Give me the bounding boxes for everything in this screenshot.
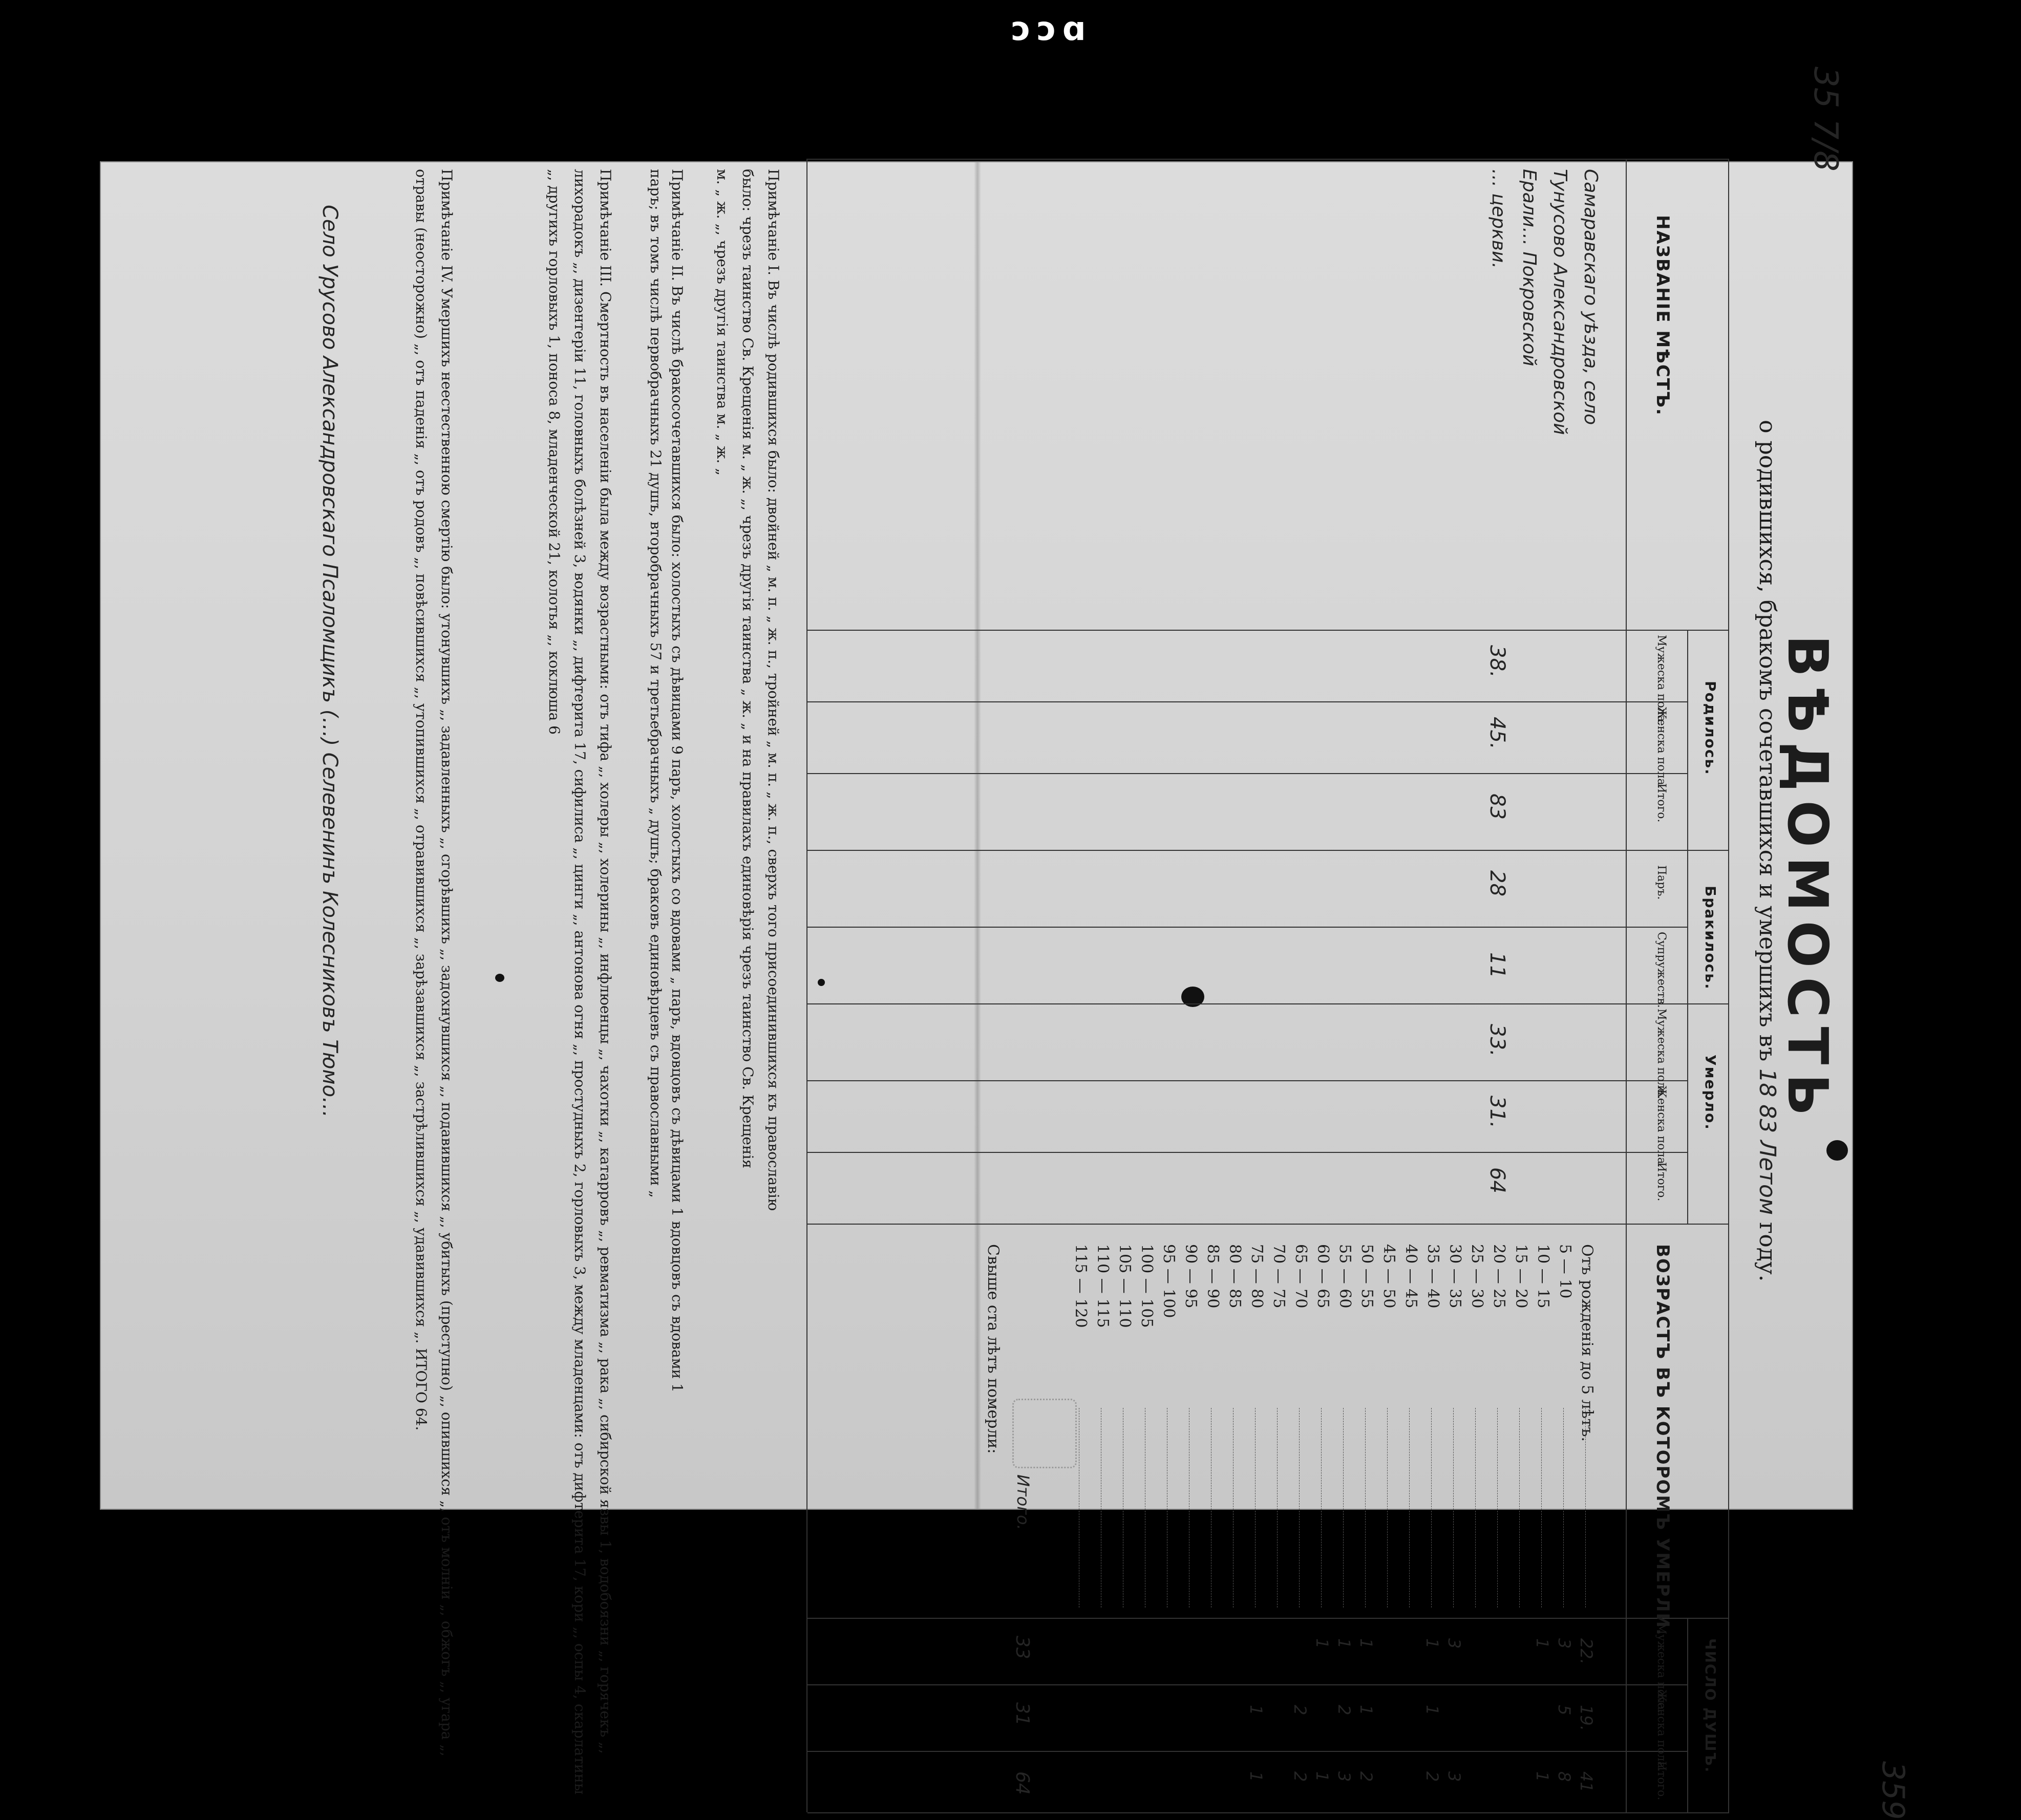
- header-pairs: Паръ.: [1655, 865, 1668, 900]
- age-row-t: 1: [1312, 1771, 1332, 1782]
- over-hundred: Свыше ста лѣтъ померли:: [984, 1244, 1002, 1454]
- frame-number: ɔɔɑ: [1011, 10, 1092, 48]
- age-row-range: 105 — 110: [1116, 1244, 1134, 1328]
- col-sep: [807, 773, 1688, 774]
- age-row-range: 30 — 35: [1446, 1244, 1464, 1309]
- age-row-f: 2: [1290, 1705, 1310, 1716]
- age-row-m: 1: [1533, 1638, 1552, 1649]
- born-male: 38.: [1485, 645, 1509, 678]
- table-right: [807, 1812, 1729, 1813]
- header-total: Итого.: [1655, 783, 1668, 823]
- header-divider: [1626, 159, 1627, 1812]
- header-age: ВОЗРАСТЪ ВЪ КОТОРОМЪ УМЕРЛИ.: [1652, 1244, 1673, 1636]
- col-sep: [807, 1080, 1688, 1081]
- rotated-form: [254, 0, 2021, 1820]
- age-row-m: 22.: [1577, 1638, 1596, 1664]
- age-row-f: 19.: [1577, 1705, 1596, 1731]
- table-top: [1728, 159, 1729, 1812]
- place-line: Тунусово Александровской: [1549, 169, 1570, 435]
- age-row-t: 41: [1577, 1771, 1596, 1792]
- note-1-line-1: [765, 169, 782, 1211]
- age-row-range: 25 — 30: [1468, 1244, 1486, 1309]
- age-row-leader: [1563, 1408, 1564, 1608]
- age-row-t: 3: [1444, 1771, 1464, 1782]
- spouses-count: 11: [1485, 952, 1509, 978]
- age-row-leader: [1409, 1408, 1410, 1608]
- age-row-t: 1: [1246, 1771, 1266, 1782]
- place-line: Самаравскаго уѣзда, село: [1580, 169, 1601, 425]
- age-row-leader: [1343, 1408, 1344, 1608]
- header-souls-male: Мужеска пола.: [1655, 1623, 1668, 1714]
- age-total-total: 64: [1012, 1771, 1033, 1795]
- age-row-range: 90 — 95: [1182, 1244, 1200, 1309]
- age-row-range: 110 — 115: [1094, 1244, 1112, 1328]
- header-died-female: Женска пола.: [1655, 1085, 1668, 1168]
- age-row-range: 60 — 65: [1314, 1244, 1332, 1309]
- col-sep: [807, 1152, 1688, 1153]
- age-row-t: 8: [1555, 1771, 1574, 1782]
- age-row-f: 1: [1356, 1705, 1376, 1716]
- header-married: Бракилось.: [1702, 886, 1719, 990]
- subheader-line: [1687, 630, 1688, 1224]
- age-row-leader: [1475, 1408, 1476, 1608]
- subtitle-prefix: о родившихся, бракомъ сочетавшихся и умершихъ въ: [1754, 420, 1780, 1062]
- note-text: Примѣчаніе I. Въ числѣ родившихся было: двойней „ м. п. „ ж. п., тройней „ м. п. „ ж. п., сверхъ того присоединившихся къ православію: [765, 169, 782, 1211]
- age-row-m: 1: [1422, 1638, 1442, 1649]
- age-row-f: 1: [1422, 1705, 1442, 1716]
- signature: Село Урусово Александровскаго Псаломщикъ (…) Селевенинъ Колесниковъ Тюмо…: [318, 205, 342, 1118]
- age-row-range: 40 — 45: [1402, 1244, 1420, 1309]
- age-row-m: 3: [1444, 1638, 1464, 1649]
- table-left: [807, 159, 1729, 160]
- col-sep: [807, 850, 1729, 851]
- col-sep: [807, 1224, 1729, 1225]
- age-row-leader: [1365, 1408, 1366, 1608]
- died-male: 33.: [1485, 1024, 1509, 1057]
- col-sep: [807, 1618, 1729, 1619]
- header-died: Умерло.: [1702, 1055, 1719, 1130]
- age-row-range: 35 — 40: [1424, 1244, 1442, 1309]
- header-born: Родилось.: [1702, 681, 1719, 776]
- archive-stamp: [1012, 1399, 1077, 1468]
- age-total-male: 33: [1012, 1636, 1033, 1659]
- age-row-t: 3: [1334, 1771, 1354, 1782]
- note-2: Примѣчаніе II. Въ числѣ бракосочетавшихся было: холостыхъ съ дѣвицами 9 паръ, холостыхъ со вдовами „ паръ, вдовцовъ съ дѣвицами 1 вдовцовъ съ вдовами 1: [669, 169, 686, 1393]
- subtitle-year-prefix: 18: [1754, 1068, 1780, 1105]
- pairs-count: 28: [1485, 870, 1509, 896]
- age-row-leader: [1277, 1408, 1278, 1608]
- header-souls-female: Женска пола.: [1655, 1689, 1668, 1772]
- age-row-range: 65 — 70: [1292, 1244, 1310, 1309]
- age-row-leader: [1497, 1408, 1498, 1608]
- age-row-leader: [1387, 1408, 1388, 1608]
- age-row-range: 115 — 120: [1072, 1244, 1090, 1328]
- age-row-range: Отъ рожденія до 5 лѣтъ.: [1578, 1244, 1596, 1442]
- age-row-f: 1: [1246, 1705, 1266, 1716]
- age-row-m: 1: [1312, 1638, 1332, 1649]
- age-row-f: 2: [1334, 1705, 1354, 1716]
- col-sep: [807, 927, 1688, 928]
- age-row-t: 2: [1422, 1771, 1442, 1782]
- age-row-leader: [1431, 1408, 1432, 1608]
- margin-reference: 35 7/8: [1806, 67, 1844, 172]
- age-row-leader: [1255, 1408, 1256, 1608]
- note-2-line-2: паръ; въ томъ числѣ первобрачныхъ 21 душъ, второбрачныхъ 57 и третьебрачныхъ „ душъ; браковъ единовѣрцевъ съ православными „: [647, 169, 664, 1198]
- age-row-m: 3: [1555, 1638, 1574, 1649]
- col-sep: [807, 701, 1688, 702]
- age-total-female: 31: [1012, 1702, 1033, 1726]
- header-spouses: Супружеств.: [1655, 932, 1668, 1008]
- age-row-leader: [1585, 1408, 1586, 1608]
- age-row-range: 85 — 90: [1204, 1244, 1222, 1309]
- col-sep: [807, 1684, 1688, 1685]
- age-total-label: Итого.: [1013, 1474, 1033, 1530]
- age-row-m: 1: [1334, 1638, 1354, 1649]
- header-souls-total: Итого.: [1655, 1761, 1668, 1801]
- age-row-range: 55 — 60: [1336, 1244, 1354, 1309]
- age-row-leader: [1453, 1408, 1454, 1608]
- age-row-range: 100 — 105: [1138, 1244, 1156, 1328]
- col-sep: [807, 630, 1729, 631]
- place-line: Ерали… Покровской: [1519, 169, 1540, 367]
- died-female: 31.: [1485, 1096, 1509, 1128]
- age-row-range: 75 — 80: [1248, 1244, 1266, 1309]
- age-row-range: 45 — 50: [1380, 1244, 1398, 1309]
- note-1-line-2: было: чрезъ таинство Св. Крещенія м. „ ж. „, чрезъ другія таинства „ ж. „ и на правилахъ единовѣрія чрезъ таинство Св. Крещенія: [739, 169, 756, 1169]
- died-total: 64: [1485, 1167, 1509, 1193]
- subheader-line: [1687, 1618, 1688, 1812]
- note-3: Примѣчаніе III. Смертность въ населеніи была между возрастными: отъ тифа „, холеры „, холерины „, инфлюенцы „, чахотки „, катарровъ „, ревматизма „, рака „, сибирской язвы 1, водобоязни „, горячекъ „, лихорадокъ „, дизентеріи 11, головныхъ болѣзней 3, водянки „, дифтерита 17, сифилиса „, цинги „, антонова огня „, простудныхъ 2, горловыхъ 3, между младенцами: отъ дифтерита 17, кори „, оспы 4, скарлатины „, другихъ горловыхъ 1, поноса 8, младенческой 21, колотья „, коклюша 6: [546, 169, 614, 1795]
- age-row-f: 5: [1555, 1705, 1574, 1716]
- form-subtitle: [1754, 420, 1780, 1282]
- note-1-line-3: м. „ ж. „, чрезъ другія таинства м. „ ж. „: [714, 169, 731, 476]
- form-title: ВѢДОМОСТЬ: [1775, 635, 1839, 1125]
- age-row-range: 20 — 25: [1490, 1244, 1508, 1309]
- header-died-total: Итого.: [1655, 1162, 1668, 1202]
- header-place: НАЗВАНІЕ МѢСТЪ.: [1652, 215, 1673, 416]
- age-row-range: 70 — 75: [1270, 1244, 1288, 1309]
- age-row-t: 2: [1356, 1771, 1376, 1782]
- born-total: 83: [1485, 794, 1509, 820]
- header-died-male: Мужеска пола.: [1655, 1009, 1668, 1099]
- place-line: … церкви.: [1488, 169, 1509, 269]
- age-row-range: 5 — 10: [1556, 1244, 1574, 1299]
- note-4: Примѣчаніе IV. Умершихъ неестественною смертію было: утонувшихъ „, задавленныхъ „, сгорѣвшихъ „, задохнувшихся „, подавившихся „, убитыхъ (преступно) „, опившихся „, отъ молніи „, обжогъ „, угара „, отравы (неосторожно) „, отъ паденія „, отъ родовъ „, повѣсившихся „, утопившихся „, отравившихся „, зарѣзавшихся „, застрѣлившихся „, удавившихся „. ИТОГО 64.: [413, 169, 455, 1757]
- age-row-range: 10 — 15: [1534, 1244, 1552, 1309]
- age-row-leader: [1299, 1408, 1300, 1608]
- col-sep: [807, 1751, 1688, 1752]
- age-row-m: 1: [1356, 1638, 1376, 1649]
- header-male: Мужеска пола.: [1655, 635, 1668, 725]
- header-female: Женска пола.: [1655, 706, 1668, 789]
- age-row-t: 1: [1533, 1771, 1552, 1782]
- age-row-leader: [1519, 1408, 1520, 1608]
- age-row-t: 2: [1290, 1771, 1310, 1782]
- subtitle-suffix: году.: [1754, 1222, 1780, 1282]
- age-row-leader: [1321, 1408, 1322, 1608]
- age-row-range: 80 — 85: [1226, 1244, 1244, 1309]
- table-bottom: [806, 159, 807, 1812]
- header-souls: ЧИСЛО ДУШЪ.: [1702, 1638, 1719, 1773]
- col-sep: [807, 1003, 1729, 1004]
- born-female: 45.: [1485, 717, 1509, 750]
- subtitle-year: 83 Летом: [1754, 1104, 1780, 1215]
- sheet-number: 359: [1875, 1761, 1911, 1820]
- age-row-range: 15 — 20: [1512, 1244, 1530, 1309]
- age-row-leader: [1541, 1408, 1542, 1608]
- age-row-range: 50 — 55: [1358, 1244, 1376, 1309]
- age-row-range: 95 — 100: [1160, 1244, 1178, 1318]
